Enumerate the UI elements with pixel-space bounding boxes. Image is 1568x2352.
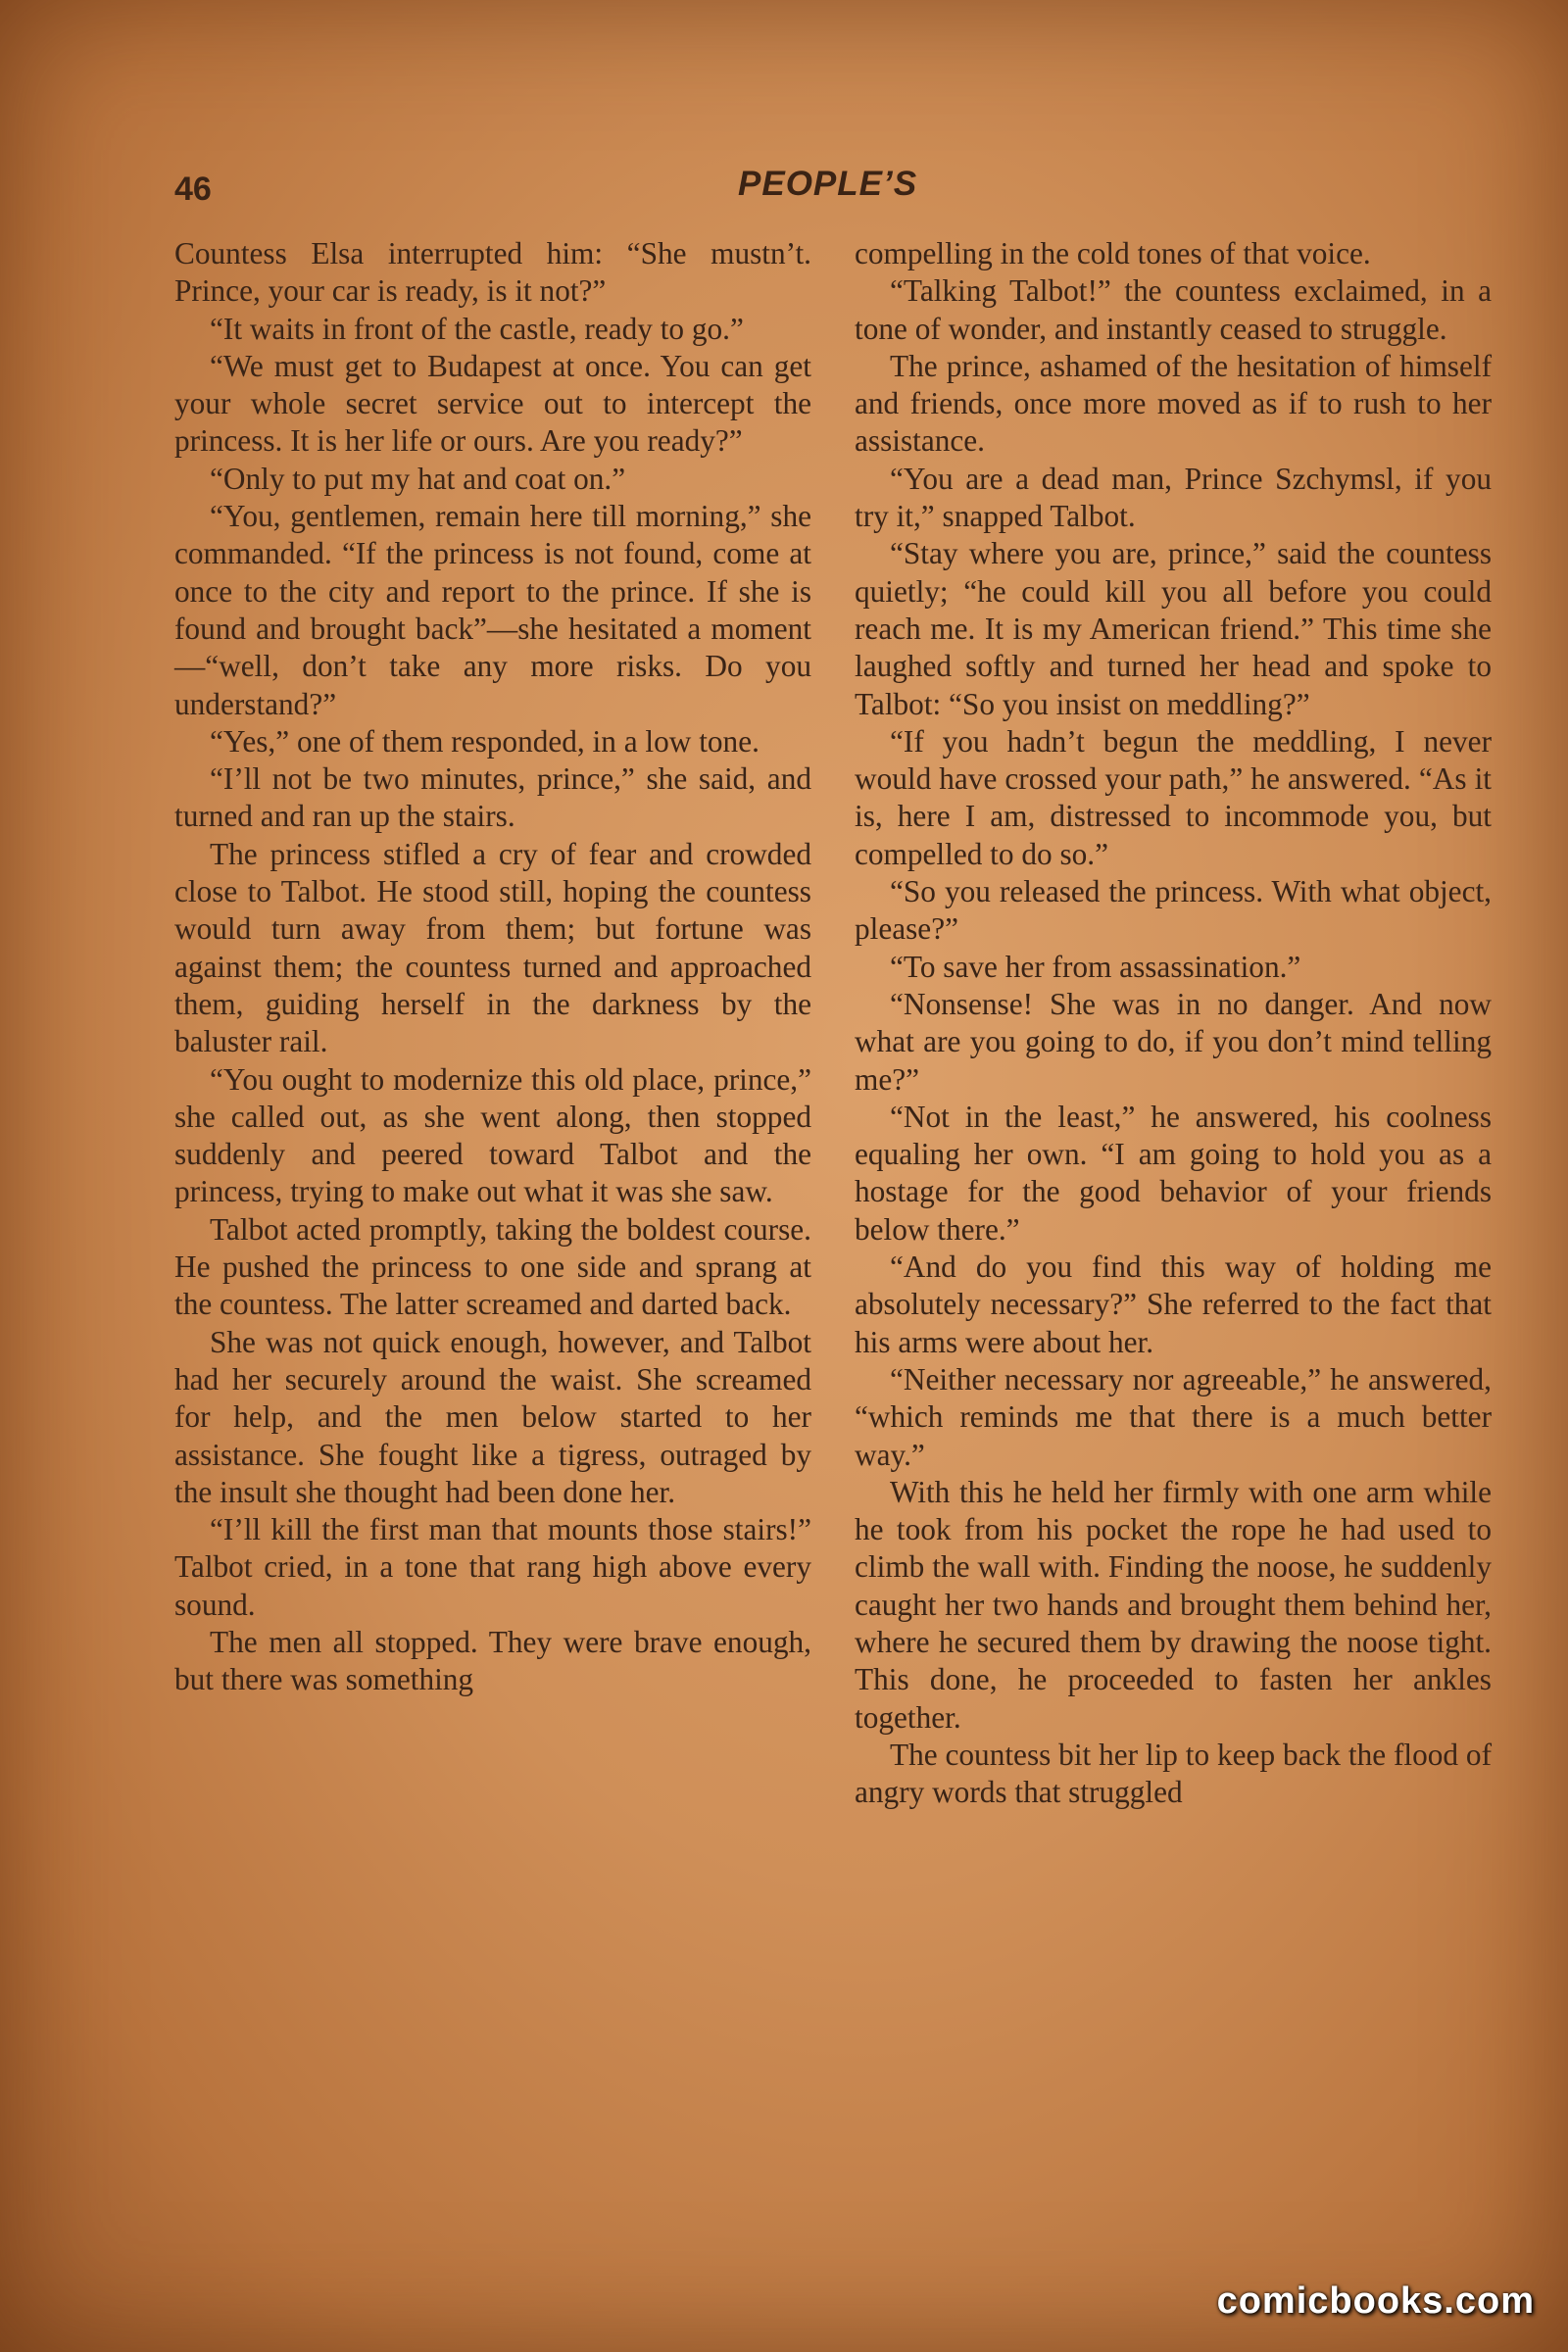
paragraph: The countess bit her lip to keep back the flood of angry words that struggled [855,1737,1492,1810]
paragraph: “I’ll not be two minutes, prince,” she said, and turned and ran up the stairs. [174,761,811,834]
paragraph: “Talking Talbot!” the countess exclaimed, in a tone of wonder, and instantly ceased to struggle. [855,273,1492,346]
paragraph: “So you released the princess. With what object, please?” [855,874,1492,947]
paragraph: “You are a dead man, Prince Szchymsl, if you try it,” snapped Talbot. [855,461,1492,534]
paragraph: Countess Elsa interrupted him: “She mustn’t. Prince, your car is ready, is it not?” [174,236,811,309]
paragraph: Talbot acted promptly, taking the boldest course. He pushed the princess to one side and sprang at the countess. The latter screamed and darted back. [174,1211,811,1322]
left-column [174,235,811,1699]
right-column [855,235,1492,1811]
site-watermark: comicbooks.com [1216,2280,1535,2322]
paragraph: “And do you find this way of holding me absolutely necessary?” She referred to the fact that his arms were about her. [855,1250,1492,1359]
paragraph: “You, gentlemen, remain here till morning,” she commanded. “If the princess is not found, come at once to the city and report to the prince. If she is found and brought back”—she hesitated a moment—“well, don’t take any more risks. Do you understand?” [174,499,811,721]
running-title: PEOPLE’S [738,165,918,203]
paragraph: “You ought to modernize this old place, prince,” she called out, as she went along, then stopped suddenly and peered toward Talbot and the princess, trying to make out what it was she saw. [174,1061,811,1209]
paragraph-continuation: compelling in the cold tones of that voice. [855,236,1371,270]
paragraph: “We must get to Budapest at once. You can get your whole secret service out to intercept the princess. It is her life or ours. Are you ready?” [174,348,811,459]
paragraph: With this he held her firmly with one arm while he took from his pocket the rope he had used to climb the wall with. Finding the noose, he suddenly caught her two hands and brought them behind her, where he secured them by drawing the noose tight. This done, he proceeded to fasten her ankles together. [855,1474,1492,1735]
page-number: 46 [174,171,212,208]
paragraph: “Neither necessary nor agreeable,” he answered, “which reminds me that there is a much better way.” [855,1361,1492,1472]
paragraph: “Yes,” one of them responded, in a low tone. [210,723,760,759]
paragraph: “I’ll kill the first man that mounts those stairs!” Talbot cried, in a tone that rang high above every sound. [174,1512,811,1622]
page-header [174,165,1493,214]
paragraph: The prince, ashamed of the hesitation of himself and friends, once more moved as if to rush to her assistance. [855,348,1492,459]
paragraph: “It waits in front of the castle, ready to go.” [210,311,744,346]
paragraph: The princess stifled a cry of fear and crowded close to Talbot. He stood still, hoping the countess would turn away from them; but fortune was against them; the countess turned and approached them, guiding herself in the darkness by the baluster rail. [174,836,811,1059]
paragraph: She was not quick enough, however, and Talbot had her securely around the waist. She screamed for help, and the men below started to her assistance. She fought like a tigress, outraged by the insult she thought had been done her. [174,1324,811,1509]
paragraph: “Only to put my hat and coat on.” [210,461,626,496]
paragraph: “If you hadn’t begun the meddling, I never would have crossed your path,” he answered. “As it is, here I am, distressed to incommode you, but compelled to do so.” [855,723,1492,871]
paragraph: “Nonsense! She was in no danger. And now what are you going to do, if you don’t mind telling me?” [855,986,1492,1097]
paragraph: “To save her from assassination.” [890,949,1301,984]
paragraph: “Stay where you are, prince,” said the countess quietly; “he could kill you all before you could reach me. It is my American friend.” This time she laughed softly and turned her head and spoke to Talbot: “So you insist on meddling?” [855,536,1492,721]
paragraph: The men all stopped. They were brave enough, but there was something [174,1624,811,1697]
paragraph: “Not in the least,” he answered, his coolness equaling her own. “I am going to hold you as a hostage for the good behavior of your friends below there.” [855,1099,1492,1247]
